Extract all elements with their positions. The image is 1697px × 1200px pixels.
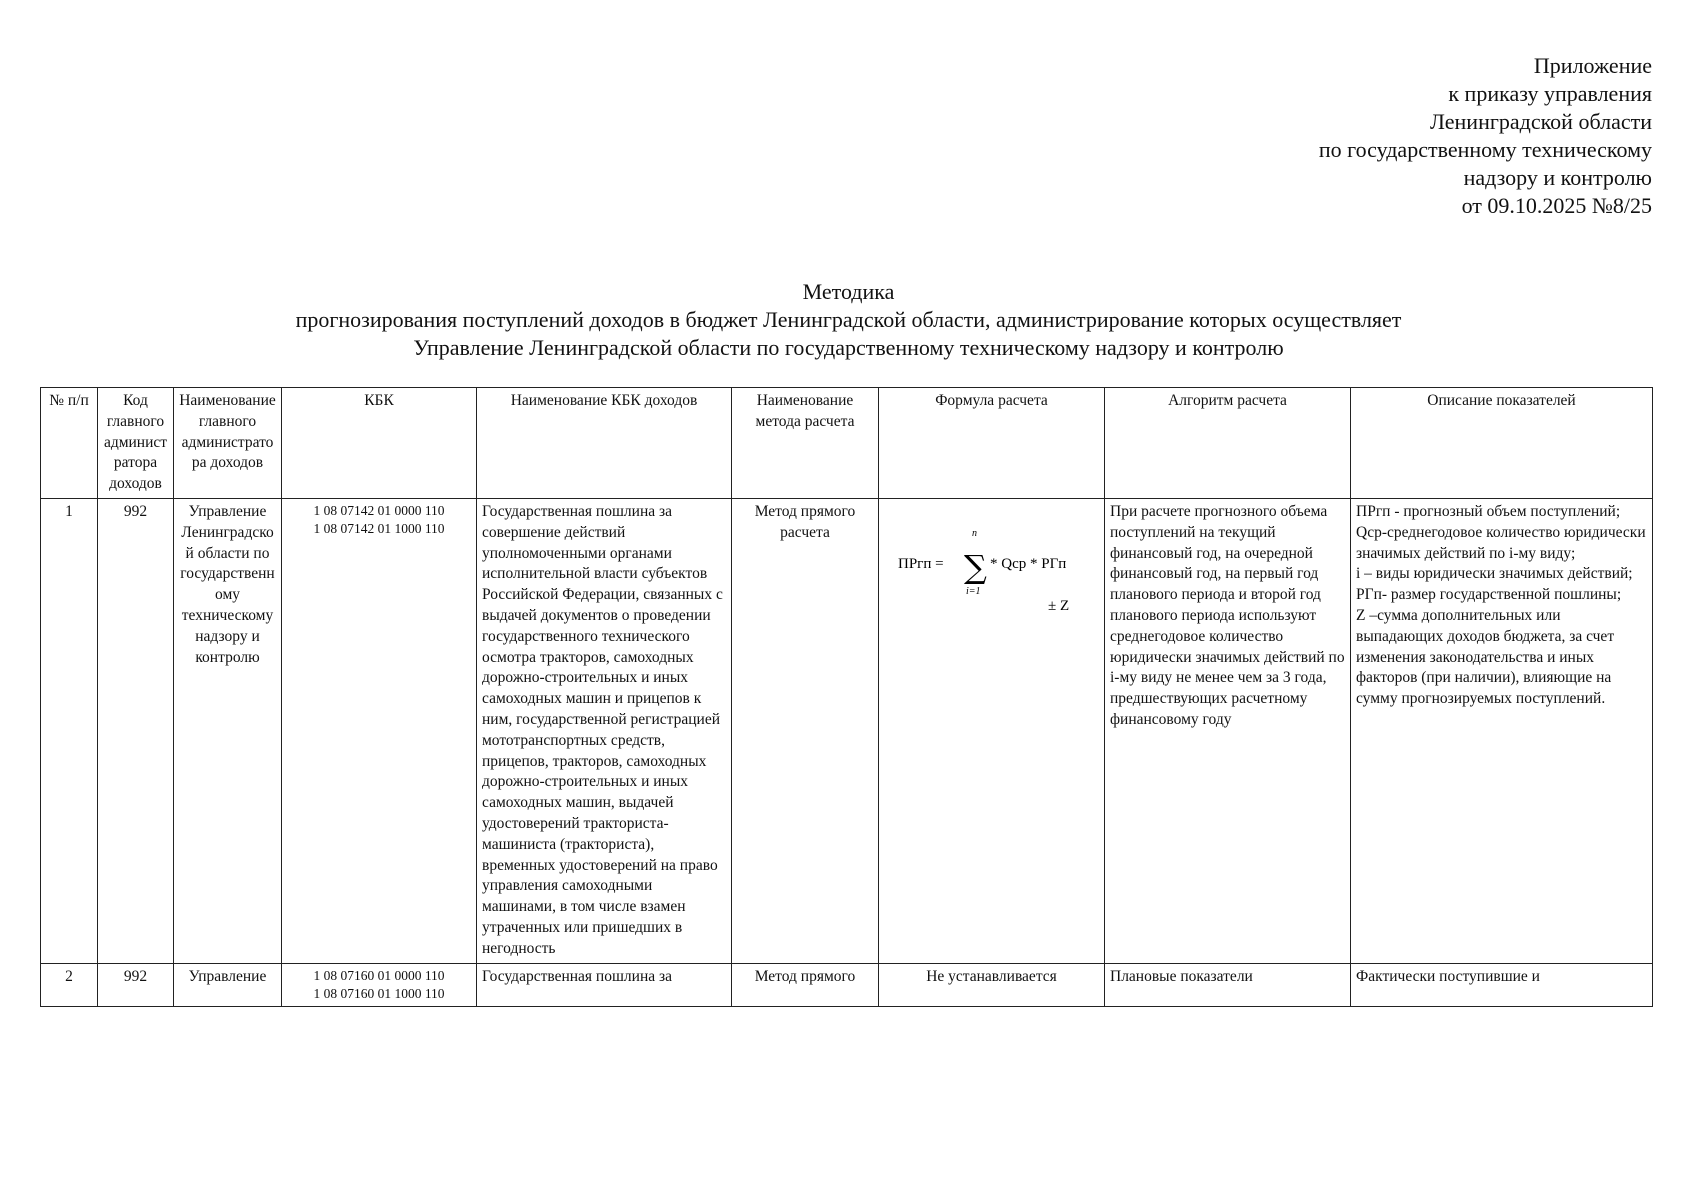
row-admin-name: Управление Ленинградской области по государственному техническому надзору и контролю: [174, 498, 282, 963]
kbk-code: 1 08 07160 01 0000 110: [313, 967, 445, 983]
methodology-table: [40, 387, 1653, 1007]
table-row: [41, 498, 1653, 963]
title-line-3: Управление Ленинградской области по государственному техническому надзору и контролю: [413, 335, 1284, 360]
sum-sign-icon: ∑: [964, 547, 987, 586]
description-item: Z –сумма дополнительных или выпадающих доходов бюджета, за счет изменения законодательства и иных факторов (при наличии), влияющие на сумму прогнозируемых поступлений.: [1356, 606, 1615, 708]
row-algorithm: При расчете прогнозного объема поступлений на текущий финансовый год, на очередной финансовый год, на первый год планового периода и второй год планового периода используют среднегодовое количество юридически значимых действий по i-му виду не менее чем за 3 года, предшествующих расчетному финансовому году: [1105, 498, 1351, 963]
header-admin-name: Наименование главного администратора доходов: [174, 388, 282, 499]
header-kbk: КБК: [282, 388, 477, 499]
kbk-code: 1 08 07142 01 1000 110: [313, 520, 445, 536]
row-num: 2: [41, 963, 98, 1006]
row-formula: [879, 498, 1105, 963]
row-kbk-name: Государственная пошлина за: [477, 963, 732, 1006]
row-method: Метод прямого: [732, 963, 879, 1006]
row-description: [1351, 498, 1653, 963]
description-item: РГп- размер государственной пошлины;: [1356, 586, 1622, 604]
appendix-line: Приложение: [1533, 53, 1652, 78]
appendix-line: надзору и контролю: [1463, 165, 1652, 190]
appendix-block: [1232, 52, 1652, 220]
header-num: № п/п: [41, 388, 98, 499]
row-formula: Не устанавливается: [879, 963, 1105, 1006]
row-description: Фактически поступившие и: [1351, 963, 1653, 1006]
table-row: [41, 963, 1653, 1006]
appendix-line: по государственному техническому: [1318, 137, 1652, 162]
appendix-line: к приказу управления: [1448, 81, 1652, 106]
row-algorithm: Плановые показатели: [1105, 963, 1351, 1006]
row-method: Метод прямого расчета: [732, 498, 879, 963]
header-admin-code: Код главного администратора доходов: [98, 388, 174, 499]
formula-tail: ± Z: [1048, 597, 1070, 614]
formula-lhs: ПРгп =: [898, 555, 944, 572]
title-line-1: Методика: [802, 279, 895, 304]
header-description: Описание показателей: [1351, 388, 1653, 499]
appendix-line: Ленинградской области: [1430, 109, 1652, 134]
description-item: i – виды юридически значимых действий;: [1356, 565, 1633, 583]
kbk-code: 1 08 07160 01 1000 110: [313, 985, 445, 1001]
description-item: ПРгп - прогнозный объем поступлений;: [1356, 502, 1621, 520]
row-admin-code: 992: [98, 963, 174, 1006]
sum-upper-limit: n: [972, 527, 977, 539]
row-admin-code: 992: [98, 498, 174, 963]
row-admin-name: Управление: [174, 963, 282, 1006]
header-formula: Формула расчета: [879, 388, 1105, 499]
row-kbk: [282, 963, 477, 1006]
formula-rhs: * Qср * РГп: [990, 555, 1067, 572]
appendix-line: от 09.10.2025 №8/25: [1461, 193, 1652, 218]
description-item: Qср-среднегодовое количество юридически значимых действий по i-му виду;: [1356, 523, 1646, 562]
table-header-row: [41, 388, 1653, 499]
kbk-code: 1 08 07142 01 0000 110: [313, 502, 445, 518]
row-kbk-name: Государственная пошлина за совершение действий уполномоченными органами исполнительной власти субъектов Российской Федерации, связанных с выдачей документов о проведении государственного технического осмотра тракторов, самоходных дорожно-строительных и иных самоходных машин и прицепов к ним, государственной регистрацией мототранспортных средств, прицепов, тракторов, самоходных дорожно-строительных и иных самоходных машин, выдачей удостоверений тракториста-машиниста (тракториста), временных удостоверений на право управления самоходными машинами, в том числе взамен утраченных или пришедших в негодность: [477, 498, 732, 963]
formula-graphic: [898, 516, 1094, 616]
header-kbk-name: Наименование КБК доходов: [477, 388, 732, 499]
sum-lower-limit: i=1: [966, 585, 981, 597]
header-method: Наименование метода расчета: [732, 388, 879, 499]
row-num: 1: [41, 498, 98, 963]
document-title: [0, 278, 1697, 362]
header-algorithm: Алгоритм расчета: [1105, 388, 1351, 499]
title-line-2: прогнозирования поступлений доходов в бюджет Ленинградской области, администрирование которых осуществляет: [295, 307, 1402, 332]
row-kbk: [282, 498, 477, 963]
